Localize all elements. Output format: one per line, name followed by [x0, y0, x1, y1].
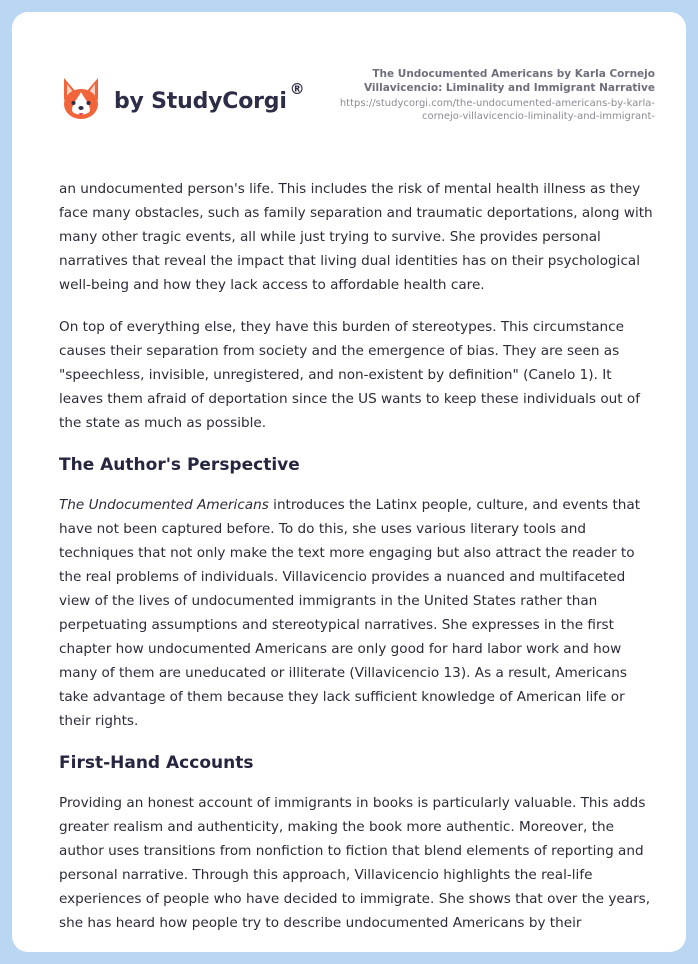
section-heading: First-Hand Accounts: [59, 753, 254, 773]
section-heading: The Author's Perspective: [59, 455, 300, 475]
logo[interactable]: [60, 76, 305, 122]
paragraph: Providing an honest account of immigrants in books is particularly valuable. This adds greater realism and authenticity, making the book more authentic. Moreover, the author uses transitions from nonfiction to fiction that blend elements of reporting and personal narrative. Through this approach, Villavicencio highlights the real-life experiences of people who have decided to immigrate. She shows that over the years, she has heard how people try to describe undocumented Americans by their: [59, 795, 651, 931]
page: [12, 12, 686, 952]
corgi-logo-icon: [60, 76, 102, 122]
document-title: The Undocumented Americans by Karla Cornejo Villavicencio: Liminality and Immigrant Narrative: [363, 68, 655, 94]
brand-name: by StudyCorgi: [114, 88, 287, 114]
book-title: The Undocumented Americans: [59, 497, 269, 513]
paragraph-text: introduces the Latinx people, culture, and events that have not been captured before. To do this, she uses various literary tools and techniques that not only make the text more engaging but also attract the reader to the real problems of individuals. Villavicencio provides a nuanced and multifaceted view of the lives of undocumented immigrants in the United States rather than perpetuating assumptions and stereotypical narratives. She expresses in the first chapter how undocumented Americans are only good for hard labor work and how many of them are uneducated or illiterate (Villavicencio 13). As a result, Americans take advantage of them because they lack sufficient knowledge of American life or their rights.: [59, 497, 641, 729]
registered-mark: ®: [289, 80, 305, 98]
header: [12, 12, 686, 162]
paragraph: [59, 493, 655, 733]
article-body: [59, 177, 655, 952]
paragraph: On top of everything else, they have this burden of stereotypes. This circumstance causes their separation from society and the emergence of bias. They are seen as "speechless, invisible, unregistered, and non-existent by definition" (Canelo 1). It leaves them afraid of deportation since the US wants to keep these individuals out of the state as much as possible.: [59, 319, 641, 431]
paragraph: an undocumented person's life. This includes the risk of mental health illness as they face many obstacles, such as family separation and traumatic deportations, along with many other tragic events, all while just trying to survive. She provides personal narratives that reveal the impact that living dual identities has on their psychological well-being and how they lack access to affordable health care.: [59, 181, 653, 293]
document-url[interactable]: https://studycorgi.com/the-undocumented-americans-by-karla-cornejo-villavicencio-liminality-and-immigrant-: [339, 98, 655, 122]
document-meta: [325, 67, 655, 123]
